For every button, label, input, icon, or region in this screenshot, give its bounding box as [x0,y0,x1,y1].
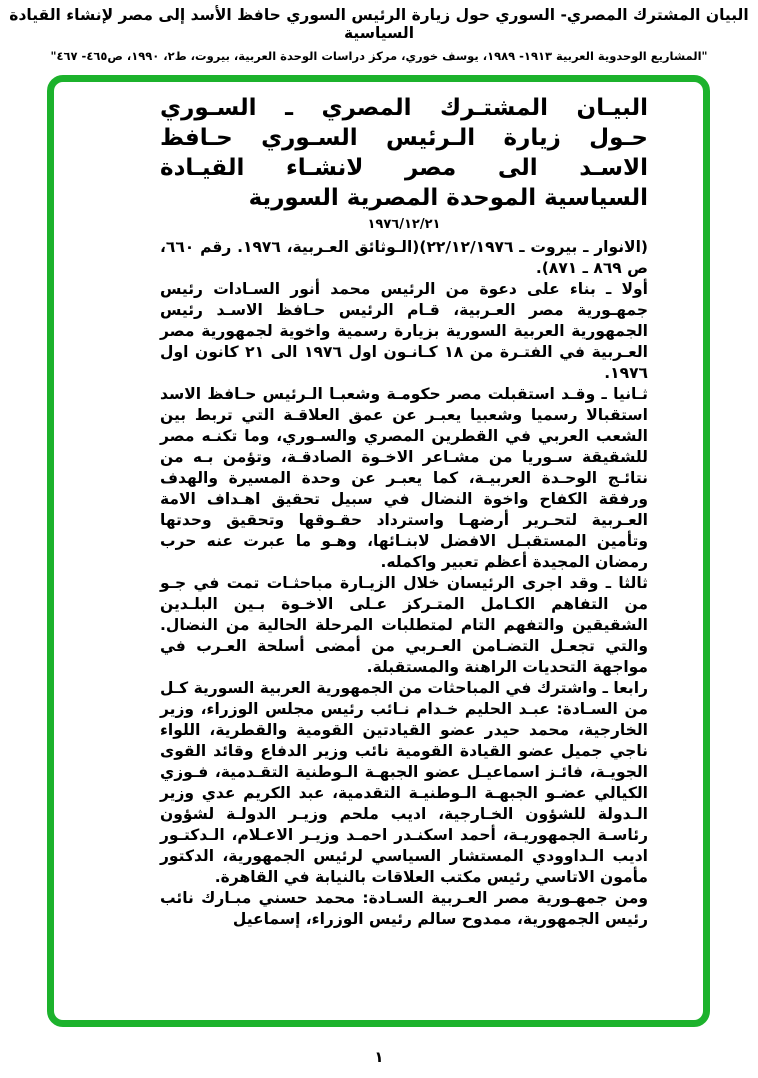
paragraph-fourth-syrian-delegation: رابعا ـ واشترك في المباحثات من الجمهورية العربية السورية كـل من السـادة: عبـد الحليم خـدام نـائب رئيس مجلس الوزراء، وزير الخارجية، محمد حيدر عضو القيادتين القومية والقطرية، اللواء ناجي جميل عضو القيادة القومية نائب وزير الدفاع وقائد القوى الجويـة، فائـز اسماعيـل عضو الجبهـة الـوطنية التقـدمية، فـوزي الكيالي عضـو الجبهـة الـوطنيـة التقدمية، عبد الكريم عدي وزير الـدولة للشؤون الخـارجية، اديب ملحم وزيـر الدولـة لشؤون رئاسـة الجمهوريـة، أحمد اسكنـدر احمـد وزيـر الاعـلام، الـدكتـور اديب الـداوودي المستشار السياسي لرئيس الجمهورية، الدكتور مأمون الاتاسي رئيس مكتب العلاقات بالنيابة في القاهرة. [160,679,648,886]
title-line-3: الاسـد الى مصر لانشـاء القيـادة [160,155,648,181]
paragraph-first-invitation: أولا ـ بناء على دعوة من الرئيس محمد أنور السـادات رئيس جمهـورية مصر العـربية، قـام الرئيس حـافظ الاسـد رئيس الجمهورية العربية السورية بزيارة رسمية واخوية لجمهورية مصر العـربية في الفتـرة من ١٨ كـانـون اول ١٩٧٦ الى ٢١ كانون اول ١٩٧٦. [160,280,648,382]
document-content [54,82,703,930]
title-line-4: السياسية الموحدة المصرية السورية [248,185,648,211]
green-border-frame [47,75,710,1027]
document-date: ١٩٧٦/١٢/٢١ [367,217,441,232]
citation-header [0,6,758,63]
paragraph-egyptian-delegation: ومن جمهـورية مصر العـربية السـادة: محمد حسني مبـارك نائب رئيس الجمهورية، ممدوح سالم رئيس الوزراء، إسماعيل [160,889,648,928]
header-title: البيان المشترك المصري- السوري حول زيارة الرئيس السوري حافظ الأسد إلى مصر لإنشاء القيادة السياسية [9,6,749,42]
paragraph-third-talks: ثالثا ـ وقد اجرى الرئيسان خلال الزيـارة مباحثـات تمت في جـو من التفاهم الكـامل المتـركز عـلى الاخـوة بـين البلـدين الشقيقين والتفهم التام لمتطلبات المرحلة الحالية من النضال. والتي تجعـل التضـامن العـربي من أمضى أسلحة العـرب في مواجهة التحديات الراهنة والمستقبلة. [160,574,648,676]
reference-paragraph: (الانوار ـ بيروت ـ ٢٢/١٢/١٩٧٦)(الـوثائق العـربية، ١٩٧٦. رقم ٦٦٠، ص ٨٦٩ ـ ٨٧١). [160,238,648,277]
document-title [160,93,648,213]
document-body [160,237,648,930]
paragraph-second-reception: ثـانيا ـ وقـد استقبلت مصر حكومـة وشعبـا الـرئيس حـافظ الاسد استقبالا رسميا وشعبيا يعبـر عن عمق العلاقـة التي تربط بين الشعب العربي في القطرين المصري والسـوري، وما تكنـه مصر للشقيقة سـوريا من مشـاعر الاخـوة الصادقـة، وتؤمن بـه من نتائـج الوحـدة العربيـة، كما يعبـر عن وحدة المسيرة والهدف ورفقة الكفاح واخوة النضال في سبيل تحقيق اهـداف الامة العـربية لتحـرير أرضهـا واسترداد حقـوقها وتحقيق وحدتها وتأمين المستقبـل الافضل لابنـائها، وهـو ما عبرت عنه حرب رمضان المجيدة أعظم تعبير واكمله. [160,385,648,571]
title-line-2: حـول زيارة الـرئيس السـوري حـافظ [160,125,648,151]
title-line-1: البيـان المشتـرك المصري ـ السـوري [160,95,648,121]
page-number: ١ [374,1048,384,1066]
header-source-citation: "المشاريع الوحدوية العربية ١٩١٣- ١٩٨٩، يوسف خوري، مركز دراسات الوحدة العربية، بيروت، ط٢، ١٩٩٠، ص٤٦٥- ٤٦٧" [50,49,708,63]
